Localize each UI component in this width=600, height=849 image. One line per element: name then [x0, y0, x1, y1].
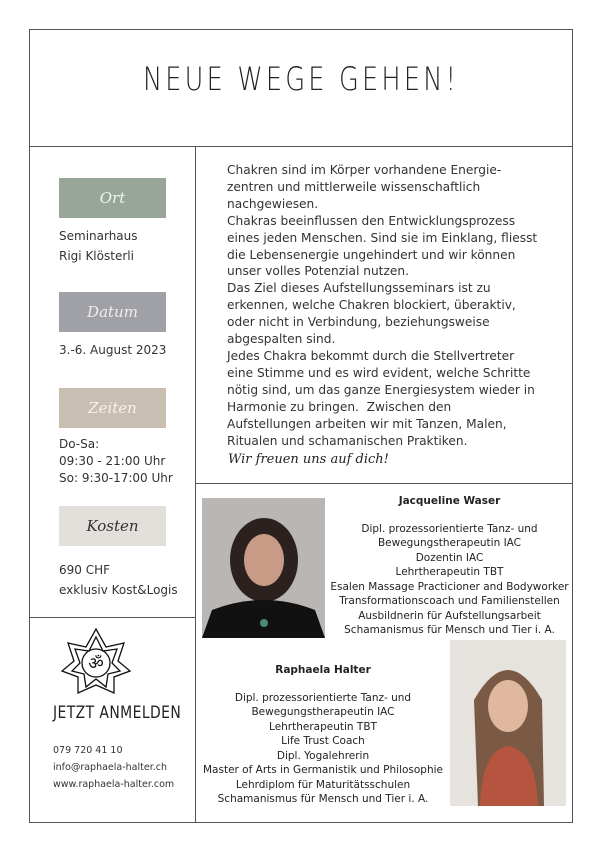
- kosten-line: exklusiv Kost&Logis: [59, 583, 178, 597]
- description-line: nötig sind, um das ganze Energiesystem wieder in: [227, 382, 535, 397]
- om-lotus-icon: [60, 627, 132, 699]
- ort-label: Ort: [59, 178, 166, 218]
- bio-line: Life Trust Coach: [281, 735, 365, 747]
- page-title: NEUE WEGE GEHEN!: [142, 60, 460, 98]
- description-line: nachgewiesen.: [227, 196, 319, 211]
- email-link[interactable]: info@raphaela-halter.ch: [53, 762, 167, 773]
- bio-line: Schamanismus für Mensch und Tier i. A.: [217, 793, 429, 805]
- description-text: [227, 162, 537, 449]
- person-name: Raphaela Halter: [275, 664, 371, 676]
- description-line: Das Ziel dieses Aufstellungsseminars ist zu: [227, 281, 491, 296]
- zeiten-info: [59, 436, 173, 487]
- person-name: Jacqueline Waser: [398, 495, 501, 507]
- jacqueline-photo: [202, 498, 325, 638]
- bio-line: Lehrdiplom für Maturitätsschulen: [235, 778, 411, 791]
- bio-line: Dipl. Yogalehrerin: [276, 749, 370, 762]
- zeiten-line: So: 9:30-17:00 Uhr: [59, 471, 173, 485]
- raphaela-bio: [198, 663, 448, 807]
- bio-line: Dozentin IAC: [415, 551, 484, 564]
- bio-line: Lehrtherapeutin TBT: [395, 566, 504, 578]
- datum-info: 3.-6. August 2023: [59, 343, 167, 357]
- datum-label: Datum: [59, 292, 166, 332]
- description-line: die Lebensenergie ungehindert und wir können: [227, 247, 516, 262]
- signup-heading: JETZT ANMELDEN: [53, 703, 182, 723]
- zeiten-line: 09:30 - 21:00 Uhr: [59, 454, 166, 468]
- zeiten-line: Do-Sa:: [59, 437, 100, 451]
- bio-line: Dipl. prozessorientierte Tanz- und: [361, 522, 538, 535]
- bio-line: Master of Arts in Germanistik und Philosophie: [202, 764, 444, 776]
- bio-line: Dipl. prozessorientierte Tanz- und: [234, 691, 412, 704]
- bio-line: Lehrtherapeutin TBT: [269, 720, 377, 733]
- main-divider: [195, 483, 573, 484]
- bio-lines: [198, 691, 448, 807]
- description-line: eines jeden Menschen. Sind sie im Einklang, fliesst: [227, 230, 538, 245]
- kosten-info: [59, 560, 178, 600]
- description-line: Ritualen und schamanischen Praktiken.: [227, 433, 468, 448]
- bio-line: Esalen Massage Practicioner and Bodyworker: [330, 580, 569, 593]
- frame-top: [29, 29, 573, 30]
- raphaela-photo: [450, 640, 566, 806]
- jacqueline-bio: [327, 494, 572, 638]
- website-link[interactable]: www.raphaela-halter.com: [53, 779, 175, 790]
- ort-line: Rigi Klösterli: [59, 249, 134, 263]
- bio-line: Schamanismus für Mensch und Tier i. A.: [344, 624, 555, 636]
- kosten-line: 690 CHF: [59, 563, 111, 577]
- frame-right: [572, 29, 573, 823]
- closing-text: Wir freuen uns auf dich!: [228, 452, 389, 467]
- bio-line: Ausbildnerin für Aufstellungsarbeit: [358, 609, 541, 622]
- description-line: Harmonie zu bringen. Zwischen den: [227, 399, 452, 414]
- description-line: abgespalten sind.: [227, 332, 336, 347]
- frame-left: [29, 29, 30, 823]
- description-line: erkennen, welche Chakren blockiert, überaktiv,: [227, 298, 516, 313]
- phone-link[interactable]: 079 720 41 10: [53, 745, 123, 756]
- frame-bottom: [29, 822, 573, 823]
- sidebar-divider: [29, 617, 195, 618]
- zeiten-label: Zeiten: [59, 388, 166, 428]
- description-line: unser volles Potenzial nutzen.: [227, 264, 409, 279]
- bio-line: Transformationscoach und Familienstellen: [339, 595, 560, 607]
- bio-line: Bewegungstherapeutin IAC: [377, 537, 522, 549]
- description-line: Aufstellungen arbeiten wir mit Tanzen, Malen,: [227, 416, 507, 431]
- bio-lines: [327, 522, 572, 638]
- column-divider: [195, 146, 196, 823]
- kosten-label: Kosten: [59, 506, 166, 546]
- bio-line: Bewegungstherapeutin IAC: [251, 706, 395, 718]
- description-line: eine Stimme und es wird evident, welche Schritte: [227, 365, 531, 380]
- contact-info: [53, 742, 174, 793]
- ort-line: Seminarhaus: [59, 229, 138, 243]
- description-line: oder nicht in Verbindung, beziehungsweise: [227, 315, 490, 330]
- ort-info: [59, 226, 138, 266]
- svg-text:ॐ: ॐ: [88, 654, 104, 674]
- description-line: Jedes Chakra bekommt durch die Stellvertreter: [227, 348, 515, 363]
- description-line: Chakren sind im Körper vorhandene Energie-: [227, 163, 502, 177]
- description-line: Chakras beeinflussen den Entwicklungsprozess: [227, 213, 516, 228]
- title-divider: [29, 146, 573, 147]
- description-line: zentren und mittlerweile wissenschaftlich: [227, 179, 481, 194]
